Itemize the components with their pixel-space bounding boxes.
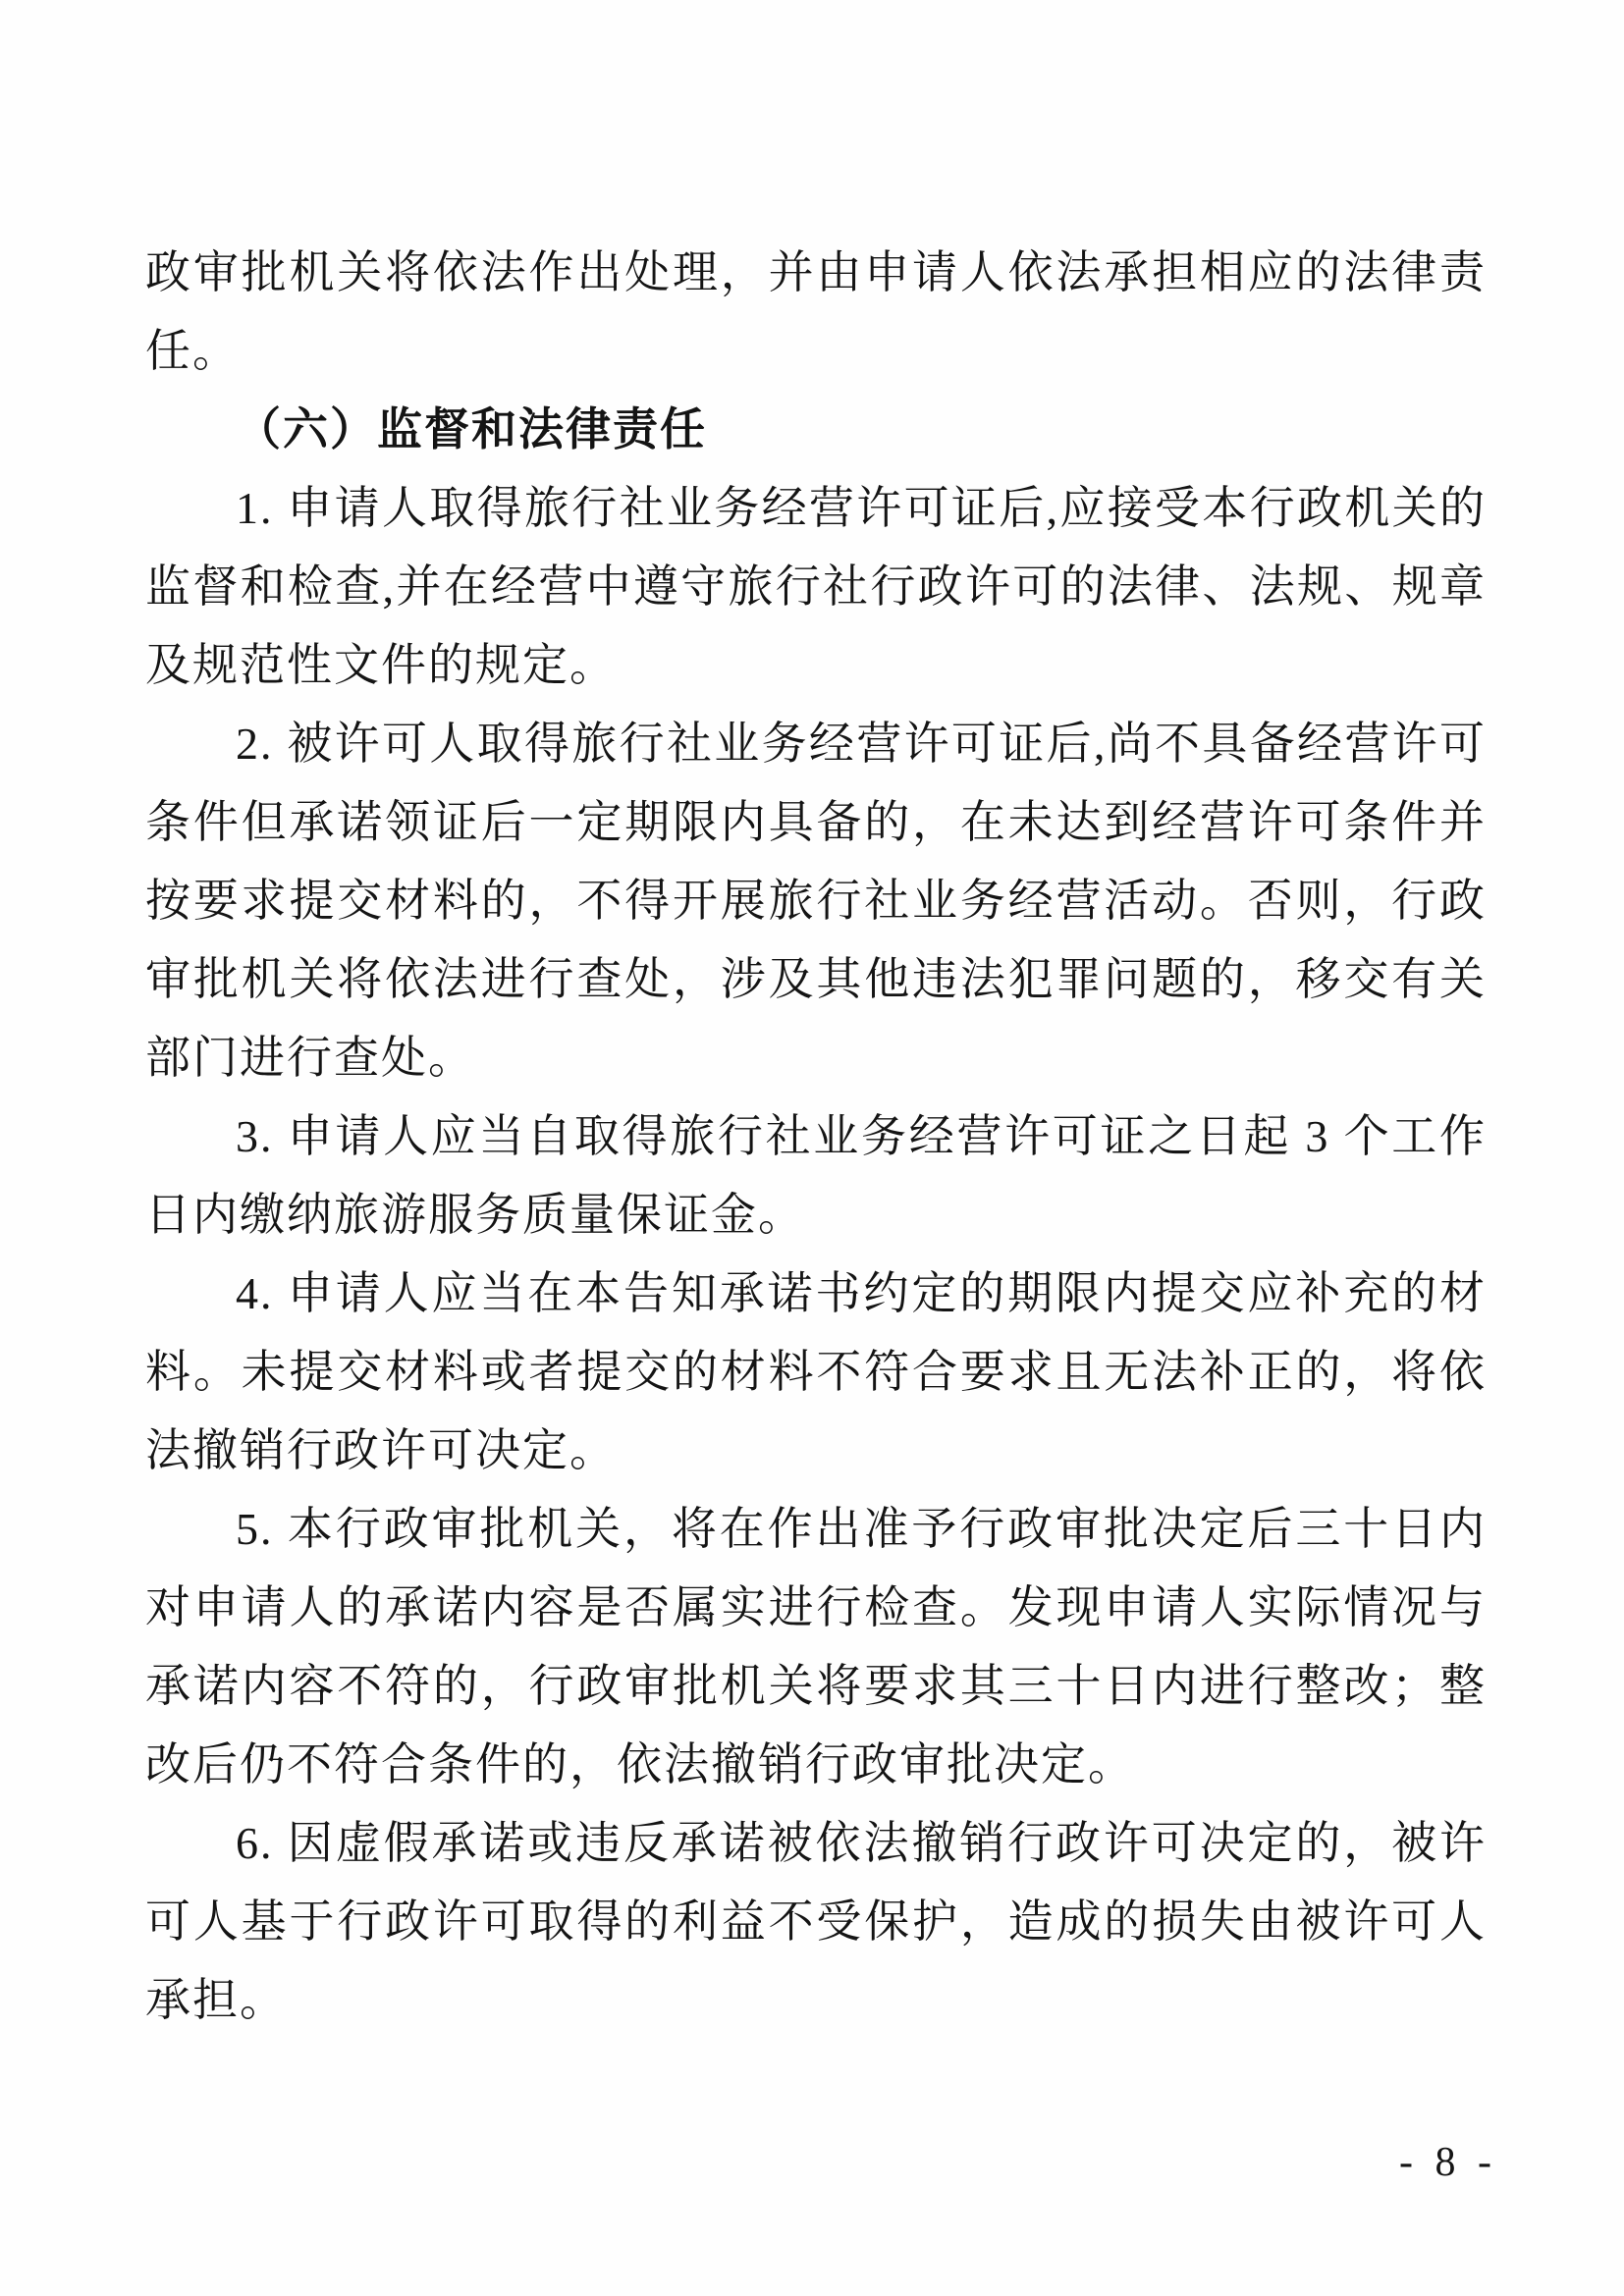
clause-5: 5. 本行政审批机关，将在作出准予行政审批决定后三十日内对申请人的承诺内容是否属实进行检查。发现申请人实际情况与承诺内容不符的，行政审批机关将要求其三十日内进行整改；整改后仍不符合条件的，依法撤销行政审批决定。 xyxy=(145,1504,1487,1789)
page-number: - 8 - xyxy=(1399,2140,1497,2185)
clause-4: 4. 申请人应当在本告知承诺书约定的期限内提交应补充的材料。未提交材料或者提交的材料不符合要求且无法补正的，将依法撤销行政许可决定。 xyxy=(145,1268,1487,1475)
clause-2: 2. 被许可人取得旅行社业务经营许可证后,尚不具备经营许可条件但承诺领证后一定期限内具备的，在未达到经营许可条件并按要求提交材料的，不得开展旅行社业务经营活动。否则，行政审批机关将依法进行查处，涉及其他违法犯罪问题的，移交有关部门进行查处。 xyxy=(145,719,1487,1083)
document-body xyxy=(145,234,1487,2040)
clause-3: 3. 申请人应当自取得旅行社业务经营许可证之日起 3 个工作日内缴纳旅游服务质量保证金。 xyxy=(145,1111,1487,1240)
paragraph-continuation: 政审批机关将依法作出处理，并由申请人依法承担相应的法律责任。 xyxy=(145,247,1487,376)
clause-6: 6. 因虚假承诺或违反承诺被依法撤销行政许可决定的，被许可人基于行政许可取得的利益不受保护，造成的损失由被许可人承担。 xyxy=(145,1818,1487,2025)
section-heading: （六）监督和法律责任 xyxy=(236,404,707,454)
clause-1: 1. 申请人取得旅行社业务经营许可证后,应接受本行政机关的监督和检查,并在经营中遵守旅行社行政许可的法律、法规、规章及规范性文件的规定。 xyxy=(145,483,1487,690)
